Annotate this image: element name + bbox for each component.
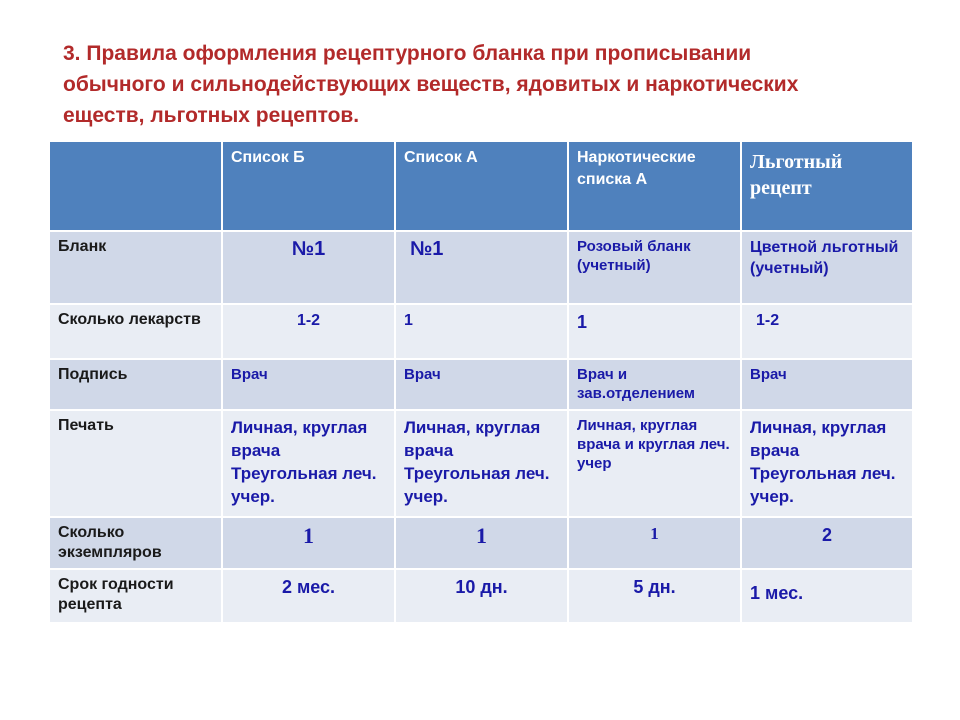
cell-stamp-list-a: Личная, круглая врача Треугольная леч. учер. — [395, 410, 568, 517]
table-row — [49, 359, 913, 410]
row-label-blank: Бланк — [49, 231, 222, 304]
table-row — [49, 569, 913, 623]
title-line-3: еществ, льготных рецептов. — [63, 104, 360, 127]
cell-signature-narcotic: Врач и зав.отделением — [568, 359, 741, 410]
prescription-rules-table — [48, 140, 914, 624]
header-preferential: Льготный рецепт — [741, 141, 913, 231]
header-narcotic: Наркотические списка А — [568, 141, 741, 231]
row-label-validity: Срок годности рецепта — [49, 569, 222, 623]
cell-copies-preferential: 2 — [741, 517, 913, 569]
cell-drug-count-preferential: 1-2 — [741, 304, 913, 359]
cell-signature-list-b: Врач — [222, 359, 395, 410]
cell-copies-list-b: 1 — [222, 517, 395, 569]
cell-validity-list-a: 10 дн. — [395, 569, 568, 623]
table-row — [49, 231, 913, 304]
header-list-a: Список А — [395, 141, 568, 231]
title-line-2: обычного и сильнодействующих веществ, ядовитых и наркотических — [63, 73, 799, 96]
table-header-row — [49, 141, 913, 231]
cell-drug-count-narcotic: 1 — [568, 304, 741, 359]
cell-copies-narcotic: 1 — [568, 517, 741, 569]
page-title — [63, 38, 923, 131]
row-label-signature: Подпись — [49, 359, 222, 410]
table-row — [49, 304, 913, 359]
row-label-stamp: Печать — [49, 410, 222, 517]
cell-drug-count-list-b: 1-2 — [222, 304, 395, 359]
cell-validity-narcotic: 5 дн. — [568, 569, 741, 623]
cell-validity-preferential: 1 мес. — [741, 569, 913, 623]
cell-blank-preferential: Цветной льготный (учетный) — [741, 231, 913, 304]
table-row — [49, 410, 913, 517]
title-line-1: 3. Правила оформления рецептурного бланка при прописывании — [63, 42, 752, 65]
cell-validity-list-b: 2 мес. — [222, 569, 395, 623]
cell-copies-list-a: 1 — [395, 517, 568, 569]
cell-signature-preferential: Врач — [741, 359, 913, 410]
cell-blank-narcotic: Розовый бланк (учетный) — [568, 231, 741, 304]
table-row — [49, 517, 913, 569]
header-corner — [49, 141, 222, 231]
cell-blank-list-a: №1 — [395, 231, 568, 304]
cell-stamp-preferential: Личная, круглая врача Треугольная леч. учер. — [741, 410, 913, 517]
row-label-copies: Сколько экземпляров — [49, 517, 222, 569]
cell-stamp-narcotic: Личная, круглая врача и круглая леч. учер — [568, 410, 741, 517]
cell-signature-list-a: Врач — [395, 359, 568, 410]
header-list-b: Список Б — [222, 141, 395, 231]
row-label-drug-count: Сколько лекарств — [49, 304, 222, 359]
cell-blank-list-b: №1 — [222, 231, 395, 304]
cell-stamp-list-b: Личная, круглая врача Треугольная леч. учер. — [222, 410, 395, 517]
cell-drug-count-list-a: 1 — [395, 304, 568, 359]
